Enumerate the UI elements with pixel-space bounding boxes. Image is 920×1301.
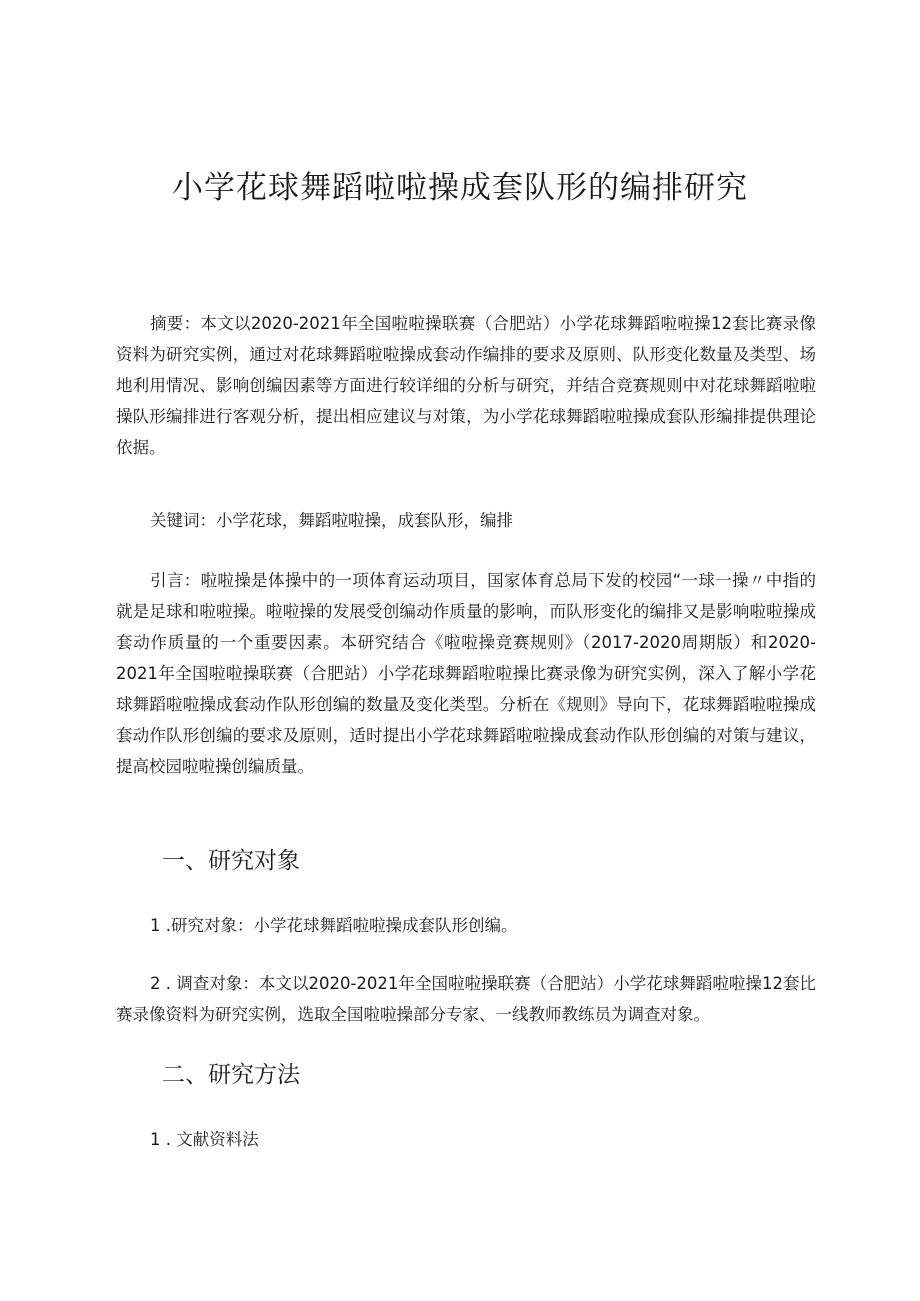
section-heading-research-object: 一、研究对象 [162, 848, 300, 874]
abstract-paragraph: 摘要：本文以2020-2021年全国啦啦操联赛（合肥站）小学花球舞蹈啦啦操12套比赛录像资料为研究实例，通过对花球舞蹈啦啦操成套动作编排的要求及原则、队形变化数量及类型、场地利用情况、影响创编因素等方面进行较详细的分析与研究，并结合竞赛规则中对花球舞蹈啦啦操队形编排进行客观分析，提出相应建议与对策，为小学花球舞蹈啦啦操成套队形编排提供理论依据。 [116, 314, 816, 457]
list-item-literature-method: 1 . 文献资料法 [150, 1130, 259, 1149]
list-item-survey-object: 2 . 调查对象：本文以2020-2021年全国啦啦操联赛（合肥站）小学花球舞蹈啦啦操12套比赛录像资料为研究实例，选取全国啦啦操部分专家、一线教师教练员为调查对象。 [116, 974, 816, 1024]
introduction-paragraph: 引言：啦啦操是体操中的一项体育运动项目，国家体育总局下发的校园“一球一操〃中指的就是足球和啦啦操。啦啦操的发展受创编动作质量的影响，而队形变化的编排又是影响啦啦操成套动作质量的一个重要因素。本研究结合《啦啦操竞赛规则》（2017-2020周期版）和2020-2021年全国啦啦操联赛（合肥站）小学花球舞蹈啦啦操比赛录像为研究实例，深入了解小学花球舞蹈啦啦操成套动作队形创编的数量及变化类型。分析在《规则》导向下，花球舞蹈啦啦操成套动作队形创编的要求及原则，适时提出小学花球舞蹈啦啦操成套动作队形创编的对策与建议，提高校园啦啦操创编质量。 [116, 571, 816, 776]
paper-title: 小学花球舞蹈啦啦操成套队形的编排研究 [172, 170, 748, 206]
section-heading-research-method: 二、研究方法 [162, 1062, 300, 1088]
keywords-line: 关键词：小学花球，舞蹈啦啦操，成套队形，编排 [150, 511, 513, 530]
list-item-research-object: 1 .研究对象：小学花球舞蹈啦啦操成套队形创编。 [150, 916, 518, 935]
